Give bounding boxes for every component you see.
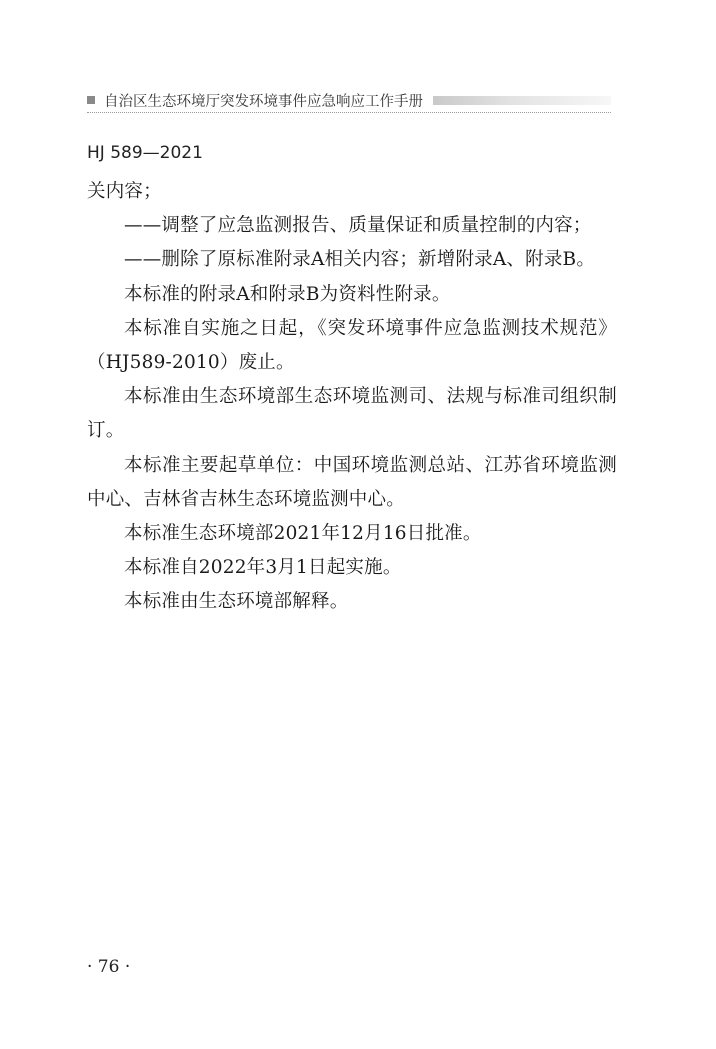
header-square-icon bbox=[87, 96, 95, 104]
paragraph: 关内容； bbox=[87, 181, 162, 202]
paragraph: 本标准自2022年3月1日起实施。 bbox=[124, 557, 402, 579]
page-number: · 76 · bbox=[87, 957, 131, 977]
paragraph: ——删除了原标准附录A相关内容；新增附录A、附录B。 bbox=[124, 249, 596, 271]
header-divider bbox=[87, 112, 611, 113]
body-text bbox=[87, 175, 617, 620]
paragraph: 本标准自实施之日起，《突发环境事件应急监测技术规范》（HJ589-2010）废止。 bbox=[87, 317, 617, 374]
paragraph: 本标准生态环境部2021年12月16日批准。 bbox=[124, 523, 482, 545]
paragraph: 本标准由生态环境部解释。 bbox=[124, 591, 349, 613]
standard-number: HJ 589—2021 bbox=[87, 143, 203, 163]
paragraph: 本标准主要起草单位：中国环境监测总站、江苏省环境监测中心、吉林省吉林生态环境监测中心。 bbox=[87, 454, 617, 510]
paragraph: ——调整了应急监测报告、质量保证和质量控制的内容； bbox=[124, 215, 592, 237]
header-title: 自治区生态环境厅突发环境事件应急响应工作手册 bbox=[104, 93, 423, 110]
paragraph: 本标准的附录A和附录B为资料性附录。 bbox=[124, 283, 451, 305]
running-header bbox=[87, 89, 611, 111]
paragraph: 本标准由生态环境部生态环境监测司、法规与标准司组织制订。 bbox=[87, 386, 617, 442]
header-decorative-bar bbox=[433, 96, 611, 105]
